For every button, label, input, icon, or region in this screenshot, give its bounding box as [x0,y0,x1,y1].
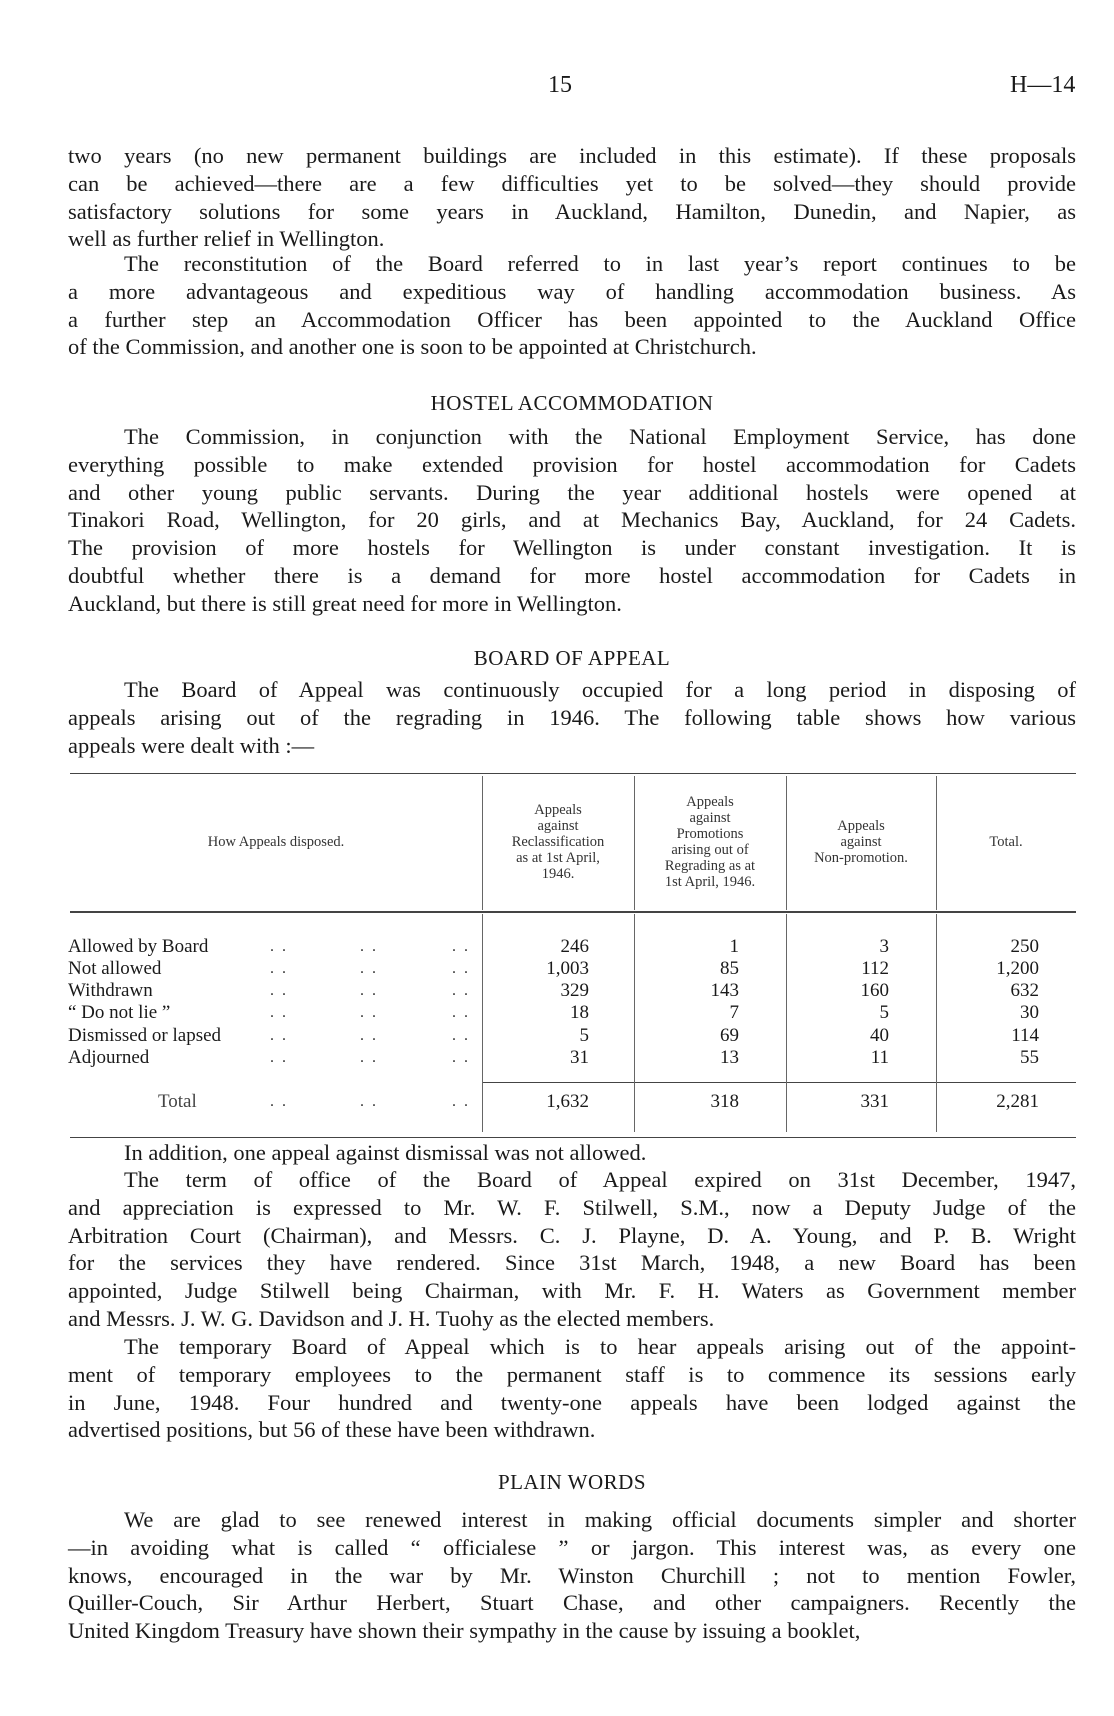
text-line: Auckland, but there is still great need for more in Wellington. [68,590,622,616]
total-cell: 318 [710,1091,739,1112]
table-cell: 114 [1011,1025,1039,1046]
column-divider [786,914,787,1132]
dot-leader: . . [270,1027,288,1044]
table-cell: 31 [570,1047,589,1068]
text-line: everything possible to make extended provision for hostel accommodation for Cadets [68,451,1076,477]
dot-leader: . . [360,938,378,955]
text-line: two years (no new permanent buildings are included in this estimate). If these proposals [68,143,1076,168]
text-line: United Kingdom Treasury have shown their sympathy in the cause by issuing a booklet, [68,1618,861,1644]
text-line: Arbitration Court (Chairman), and Messrs. C. J. Playne, D. A. Young, and P. B. Wright [68,1222,1076,1248]
row-label: Withdrawn [68,980,153,1001]
column-divider [634,914,635,1132]
dot-leader: . . [360,982,378,999]
table-cell: 1,003 [546,958,589,979]
text-line: In addition, one appeal against dismissal was not allowed. [124,1140,647,1165]
column-header: Appeals [837,818,885,834]
dot-leader: . . [452,1093,470,1110]
column-header: arising out of [671,842,749,858]
text-line: appeals arising out of the regrading in 1946. The following table shows how various [68,704,1076,730]
table-cell: 69 [720,1025,739,1046]
column-divider [936,914,937,1132]
dot-leader: . . [360,1027,378,1044]
text-line: for the services they have rendered. Since 31st March, 1948, a new Board has been [68,1250,1076,1276]
dot-leader: . . [452,1004,470,1021]
total-cell: 331 [860,1091,889,1112]
column-header: Regrading as at [664,858,756,874]
table-cell: 18 [570,1002,589,1023]
text-line: The Commission, in conjunction with the National Employment Service, has done [124,424,1076,449]
column-header: Reclassification [511,834,605,850]
table-cell: 1 [729,936,739,957]
dot-leader: . . [360,1093,378,1110]
row-label: Adjourned [68,1047,150,1068]
table-cell: 112 [861,958,889,979]
table-cell: 329 [560,980,589,1001]
table-cell: 30 [1020,1002,1039,1023]
column-header: as at 1st April, [516,850,600,866]
row-label: Dismissed or lapsed [68,1025,222,1046]
text-line: The temporary Board of Appeal which is to hear appeals arising out of the appoint- [124,1334,1076,1359]
table-cell: 3 [879,936,889,957]
dot-leader: . . [360,960,378,977]
column-header: against [537,818,579,834]
column-header: against [840,834,882,850]
dot-leader: . . [270,1093,288,1110]
column-header: Appeals [686,794,734,810]
text-line: and Messrs. J. W. G. Davidson and J. H. Tuohy as the elected members. [68,1306,715,1331]
page-number: 15 [548,72,572,98]
column-header: Promotions [676,826,744,842]
table-header-rule [70,911,1076,913]
table-cell: 85 [720,958,739,979]
dot-leader: . . [270,982,288,999]
text-line: a further step an Accommodation Officer has been appointed to the Auckland Office [68,306,1076,332]
text-line: knows, encouraged in the war by Mr. Winston Churchill ; not to mention Fowler, [68,1562,1076,1588]
dot-leader: . . [452,1049,470,1066]
dot-leader: . . [360,1049,378,1066]
text-line: well as further relief in Wellington. [68,226,385,252]
table-cell: 55 [1020,1047,1039,1068]
row-label: Not allowed [68,958,162,979]
table-cell: 143 [710,980,739,1001]
dot-leader: . . [360,1004,378,1021]
table-cell: 13 [720,1047,739,1068]
text-line: in June, 1948. Four hundred and twenty-one appeals have been lodged against the [68,1389,1076,1415]
text-line: The reconstitution of the Board referred to in last year’s report continues to be [124,251,1076,276]
total-rule [482,1082,1076,1083]
column-header: Total. [989,834,1023,850]
heading-plain-words: PLAIN WORDS [497,1470,647,1494]
text-line: and appreciation is expressed to Mr. W. F. Stilwell, S.M., now a Deputy Judge of the [68,1194,1076,1220]
text-line: a more advantageous and expeditious way of handling accommodation business. As [68,278,1076,304]
table-cell: 5 [879,1002,889,1023]
column-header: How Appeals disposed. [207,834,345,850]
row-label: “ Do not lie ” [68,1002,171,1023]
table-cell: 1,200 [996,958,1039,979]
dot-leader: . . [270,1049,288,1066]
table-top-rule [70,773,1076,774]
total-cell: 2,281 [996,1091,1039,1112]
text-line: We are glad to see renewed interest in making official documents simpler and shorter [124,1507,1076,1532]
column-header: Appeals [534,802,582,818]
document-reference: H—14 [1010,72,1076,98]
table-cell: 11 [870,1047,889,1068]
heading-hostel-accommodation: HOSTEL ACCOMMODATION [430,391,714,415]
text-line: —in avoiding what is called “ officialese ” or jargon. This interest was, as every one [68,1534,1076,1560]
text-line: The Board of Appeal was continuously occupied for a long period in disposing of [124,677,1076,702]
text-line: The provision of more hostels for Wellington is under constant investigation. It is [68,535,1076,561]
total-cell: 1,632 [546,1091,589,1112]
row-label: Allowed by Board [68,936,209,957]
dot-leader: . . [270,1004,288,1021]
text-line: satisfactory solutions for some years in Auckland, Hamilton, Dunedin, and Napier, as [68,198,1076,224]
table-cell: 250 [1010,936,1039,957]
table-cell: 7 [729,1002,739,1023]
column-header: 1st April, 1946. [664,874,756,890]
text-line: appeals were dealt with :— [68,732,315,758]
table-cell: 246 [560,936,589,957]
text-line: advertised positions, but 56 of these have been withdrawn. [68,1417,596,1443]
table-cell: 5 [579,1025,589,1046]
dot-leader: . . [452,1027,470,1044]
text-line: ment of temporary employees to the permanent staff is to commence its sessions early [68,1361,1076,1387]
dot-leader: . . [452,982,470,999]
text-line: can be achieved—there are a few difficulties yet to be solved—they should provide [68,170,1076,196]
column-divider [482,914,483,1132]
text-line: The term of office of the Board of Appeal expired on 31st December, 1947, [124,1167,1076,1192]
table-bottom-rule [70,1137,1076,1138]
text-line: doubtful whether there is a demand for more hostel accommodation for Cadets in [68,563,1076,588]
column-header: 1946. [541,866,575,882]
dot-leader: . . [452,938,470,955]
column-header: Non-promotion. [814,850,908,866]
text-line: Quiller-Couch, Sir Arthur Herbert, Stuart Chase, and other campaigners. Recently the [68,1590,1076,1616]
dot-leader: . . [270,960,288,977]
text-line: and other young public servants. During the year additional hostels were opened at [68,479,1076,505]
text-line: Tinakori Road, Wellington, for 20 girls, and at Mechanics Bay, Auckland, for 24 Cadets. [68,507,1076,533]
dot-leader: . . [270,938,288,955]
dot-leader: . . [452,960,470,977]
table-cell: 632 [1010,980,1039,1001]
column-header: against [689,810,731,826]
table-cell: 160 [860,980,889,1001]
heading-board-of-appeal: BOARD OF APPEAL [473,646,671,670]
text-line: appointed, Judge Stilwell being Chairman, with Mr. F. H. Waters as Government member [68,1278,1076,1304]
text-line: of the Commission, and another one is soon to be appointed at Christchurch. [68,334,757,360]
table-cell: 40 [870,1025,889,1046]
total-label: Total [158,1091,197,1112]
